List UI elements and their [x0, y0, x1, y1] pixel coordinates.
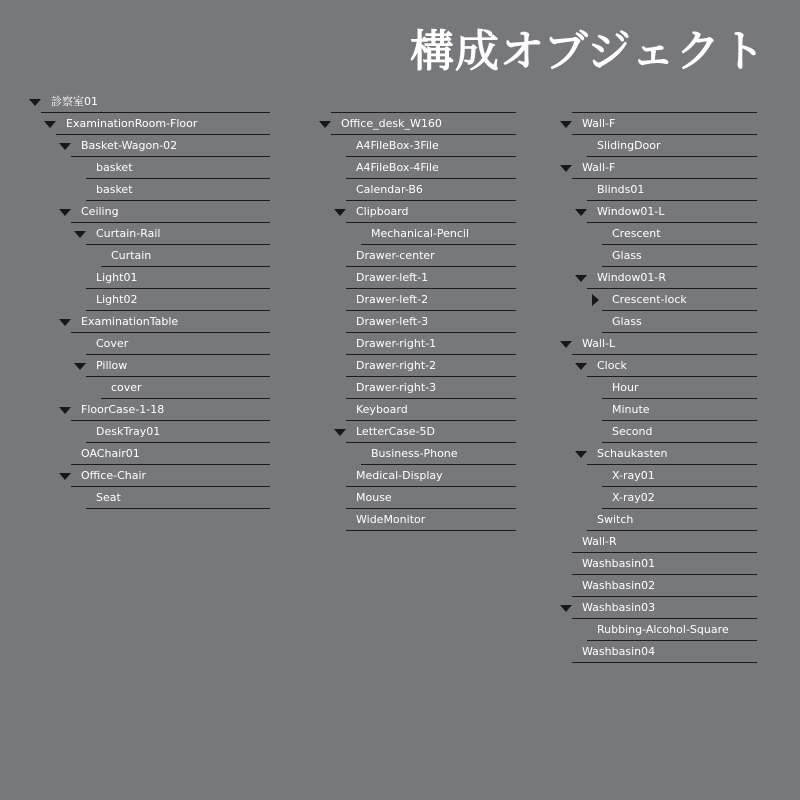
tree-item-label: Mechanical-Pencil — [371, 227, 470, 240]
tree-item-label: Minute — [612, 403, 650, 416]
tree-row[interactable] — [28, 223, 270, 245]
tree-item-label: ExaminationRoom-Floor — [66, 117, 198, 130]
tree-row[interactable] — [544, 619, 757, 641]
tree-row[interactable] — [544, 399, 757, 421]
tree-item-label: Crescent-lock — [612, 293, 687, 306]
tree-row[interactable] — [303, 267, 516, 289]
expand-arrow-icon[interactable] — [43, 113, 57, 135]
tree-row-empty — [303, 91, 516, 113]
tree-row[interactable] — [28, 487, 270, 509]
tree-row[interactable] — [28, 377, 270, 399]
tree-row[interactable] — [544, 311, 757, 333]
tree-item-label: basket — [96, 161, 133, 174]
tree-item-label: Crescent — [612, 227, 661, 240]
expand-arrow-icon[interactable] — [28, 91, 42, 113]
tree-row[interactable] — [544, 223, 757, 245]
tree-row[interactable] — [28, 289, 270, 311]
tree-row[interactable] — [303, 443, 516, 465]
tree-row[interactable] — [28, 267, 270, 289]
tree-item-label: Drawer-right-1 — [356, 337, 437, 350]
tree-row[interactable] — [303, 333, 516, 355]
expand-arrow-icon[interactable] — [574, 355, 588, 377]
tree-item-label: Light01 — [96, 271, 138, 284]
tree-row[interactable] — [544, 531, 757, 553]
tree-row[interactable] — [544, 157, 757, 179]
tree-row[interactable] — [28, 355, 270, 377]
tree-row[interactable] — [303, 157, 516, 179]
tree-item-label: Washbasin04 — [582, 645, 656, 658]
tree-item-label: LetterCase-5D — [356, 425, 435, 438]
tree-row[interactable] — [28, 399, 270, 421]
tree-item-label: cover — [111, 381, 142, 394]
tree-item-label: Rubbing-Alcohol-Square — [597, 623, 729, 636]
tree-row[interactable] — [303, 245, 516, 267]
tree-row[interactable] — [303, 465, 516, 487]
tree-item-label: Wall-R — [582, 535, 617, 548]
tree-item-label: Curtain — [111, 249, 152, 262]
expand-arrow-icon[interactable] — [574, 443, 588, 465]
tree-row[interactable] — [544, 487, 757, 509]
tree-item-label: Basket-Wagon-02 — [81, 139, 178, 152]
expand-arrow-icon[interactable] — [574, 201, 588, 223]
tree-row[interactable] — [544, 289, 757, 311]
tree-item-label: DeskTray01 — [96, 425, 161, 438]
tree-row[interactable] — [544, 509, 757, 531]
tree-item-label: 診察室01 — [51, 95, 98, 108]
tree-row[interactable] — [544, 465, 757, 487]
tree-row[interactable] — [303, 311, 516, 333]
tree-item-label: ExaminationTable — [81, 315, 179, 328]
expand-arrow-icon[interactable] — [574, 267, 588, 289]
tree-item-label: Drawer-center — [356, 249, 435, 262]
tree-item-label: SlidingDoor — [597, 139, 661, 152]
tree-row[interactable] — [544, 179, 757, 201]
tree-item-label: Business-Phone — [371, 447, 458, 460]
expand-arrow-icon[interactable] — [73, 355, 87, 377]
tree-item-label: Ceiling — [81, 205, 119, 218]
tree-row[interactable] — [28, 421, 270, 443]
expand-arrow-icon[interactable] — [333, 201, 347, 223]
tree-row[interactable] — [28, 333, 270, 355]
tree-item-label: Clipboard — [356, 205, 409, 218]
tree-row[interactable] — [28, 157, 270, 179]
tree-row[interactable] — [303, 509, 516, 531]
page-title: 構成オブジェクト — [409, 26, 766, 77]
tree-item-label: Keyboard — [356, 403, 408, 416]
tree-row[interactable] — [544, 113, 757, 135]
tree-row[interactable] — [303, 487, 516, 509]
tree-row[interactable] — [28, 311, 270, 333]
tree-row[interactable] — [28, 201, 270, 223]
tree-row[interactable] — [544, 267, 757, 289]
tree-item-label: Wall-F — [582, 117, 616, 130]
tree-item-label: A4FileBox-3File — [356, 139, 439, 152]
tree-row[interactable] — [28, 465, 270, 487]
tree-row[interactable] — [303, 421, 516, 443]
tree-item-label: Clock — [597, 359, 627, 372]
expand-arrow-icon[interactable] — [58, 311, 72, 333]
tree-row[interactable] — [303, 113, 516, 135]
tree-item-label: Window01-R — [597, 271, 666, 284]
tree-row[interactable] — [303, 399, 516, 421]
tree-item-label: Office-Chair — [81, 469, 147, 482]
expand-arrow-icon[interactable] — [559, 333, 573, 355]
tree-item-label: WideMonitor — [356, 513, 426, 526]
tree-item-label: Curtain-Rail — [96, 227, 161, 240]
tree-row[interactable] — [544, 377, 757, 399]
tree-item-label: Medical-Display — [356, 469, 443, 482]
tree-row[interactable] — [28, 91, 270, 113]
tree-item-label: X-ray01 — [612, 469, 655, 482]
expand-arrow-icon[interactable] — [559, 113, 573, 135]
tree-item-label: basket — [96, 183, 133, 196]
tree-item-label: Drawer-left-2 — [356, 293, 429, 306]
tree-item-label: Drawer-left-3 — [356, 315, 429, 328]
tree-item-label: Schaukasten — [597, 447, 668, 460]
tree-item-label: Washbasin03 — [582, 601, 656, 614]
tree-row[interactable] — [544, 641, 757, 663]
tree-item-label: Washbasin01 — [582, 557, 656, 570]
tree-item-label: Cover — [96, 337, 129, 350]
expand-arrow-icon[interactable] — [58, 399, 72, 421]
tree-item-label: Window01-L — [597, 205, 665, 218]
tree-row[interactable] — [28, 443, 270, 465]
tree-row[interactable] — [544, 443, 757, 465]
tree-item-label: OAChair01 — [81, 447, 140, 460]
expand-arrow-icon[interactable] — [58, 201, 72, 223]
tree-item-label: Seat — [96, 491, 121, 504]
expand-arrow-icon[interactable] — [58, 465, 72, 487]
expand-arrow-icon[interactable] — [318, 113, 332, 135]
tree-row[interactable] — [544, 355, 757, 377]
tree-item-label: Wall-F — [582, 161, 616, 174]
tree-row[interactable] — [303, 377, 516, 399]
tree-row[interactable] — [28, 179, 270, 201]
tree-item-label: Light02 — [96, 293, 138, 306]
tree-row[interactable] — [544, 135, 757, 157]
expand-arrow-icon[interactable] — [333, 421, 347, 443]
tree-row[interactable] — [303, 201, 516, 223]
tree-row[interactable] — [28, 113, 270, 135]
tree-item-label: Office_desk_W160 — [341, 117, 442, 130]
tree-item-label: Pillow — [96, 359, 128, 372]
tree-row-empty — [544, 91, 757, 113]
expand-arrow-icon[interactable] — [559, 157, 573, 179]
tree-row[interactable] — [544, 575, 757, 597]
tree-row[interactable] — [303, 289, 516, 311]
tree-item-label: X-ray02 — [612, 491, 655, 504]
tree-row[interactable] — [544, 421, 757, 443]
tree-column-1 — [28, 91, 270, 509]
tree-item-label: Drawer-right-2 — [356, 359, 437, 372]
collapse-arrow-icon[interactable] — [589, 289, 603, 311]
tree-item-label: Glass — [612, 249, 642, 262]
tree-item-label: Hour — [612, 381, 639, 394]
tree-row[interactable] — [303, 223, 516, 245]
tree-item-label: Wall-L — [582, 337, 616, 350]
tree-row[interactable] — [28, 245, 270, 267]
tree-row[interactable] — [28, 135, 270, 157]
tree-item-label: FloorCase-1-18 — [81, 403, 165, 416]
tree-item-label: Mouse — [356, 491, 392, 504]
tree-row[interactable] — [544, 553, 757, 575]
tree-item-label: Drawer-left-1 — [356, 271, 429, 284]
tree-column-2 — [303, 91, 516, 531]
tree-row[interactable] — [544, 333, 757, 355]
tree-item-label: Switch — [597, 513, 634, 526]
expand-arrow-icon[interactable] — [559, 597, 573, 619]
tree-row[interactable] — [544, 201, 757, 223]
tree-row[interactable] — [544, 597, 757, 619]
tree-row[interactable] — [303, 355, 516, 377]
tree-item-label: Drawer-right-3 — [356, 381, 437, 394]
expand-arrow-icon[interactable] — [58, 135, 72, 157]
tree-item-label: Calendar-B6 — [356, 183, 423, 196]
tree-item-label: Washbasin02 — [582, 579, 656, 592]
tree-item-label: Glass — [612, 315, 642, 328]
tree-item-label: A4FileBox-4File — [356, 161, 439, 174]
expand-arrow-icon[interactable] — [73, 223, 87, 245]
tree-row[interactable] — [303, 135, 516, 157]
tree-item-label: Second — [612, 425, 653, 438]
tree-row[interactable] — [303, 179, 516, 201]
tree-column-3 — [544, 91, 757, 663]
tree-item-label: Blinds01 — [597, 183, 645, 196]
tree-row[interactable] — [544, 245, 757, 267]
